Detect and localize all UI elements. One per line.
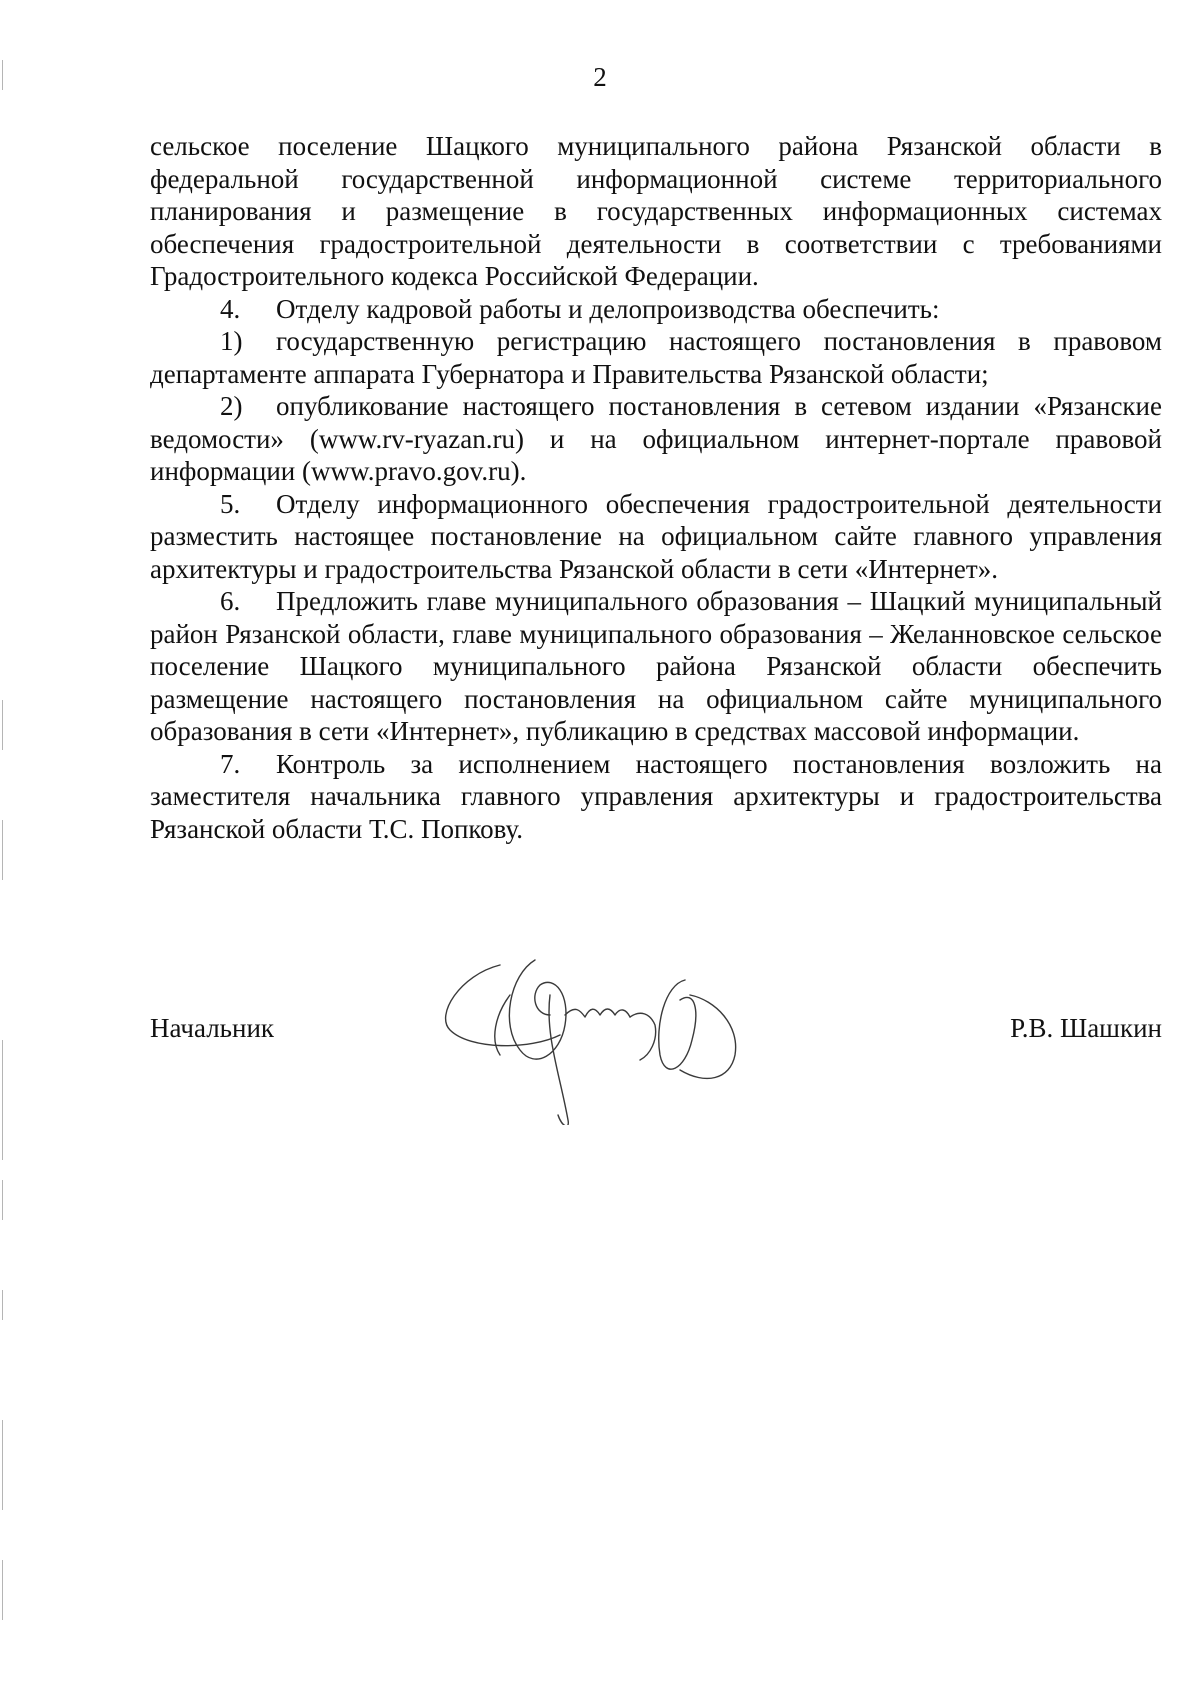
scan-edge-marks (0, 0, 6, 1697)
item-number: 2) (220, 391, 243, 421)
paragraph-text: Предложить главе муниципального образования – Шацкий муниципальный район Рязанской области, главе муниципального образования – Желанновское сельское поселение Шацкого муниципального района Рязанской области обеспечить размещение настоящего постановления на официальном сайте муниципального образования в сети «Интернет», публикацию в средствах массовой информации. (150, 586, 1162, 746)
paragraph-text: сельское поселение Шацкого муниципального района Рязанской области в федеральной государственной информационной системе территориального планирования и размещение в государственных информационных системах обеспечения градостроительной деятельности в соответствии с требованиями Градостроительного кодекса Российской Федерации. (150, 131, 1162, 291)
paragraph-item-7 (150, 748, 1162, 846)
item-number: 1) (220, 326, 243, 356)
item-number: 5. (220, 488, 241, 519)
page-number: 2 (593, 62, 607, 92)
paragraph-text: государственную регистрацию настоящего постановления в правовом департаменте аппарата Губернатора и Правительства Рязанской области; (150, 326, 1162, 389)
paragraph-item-6 (150, 585, 1162, 748)
signer-position: Начальник (150, 1013, 275, 1043)
paragraph-item-5 (150, 488, 1162, 586)
paragraph-text: Отделу кадровой работы и делопроизводства обеспечить: (276, 293, 940, 324)
paragraph-subitem-2 (150, 390, 1162, 488)
item-number: 6. (220, 586, 241, 616)
paragraph-text: опубликование настоящего постановления в сетевом издании «Рязанские ведомости» (www.rv-ryazan.ru) и на официальном интернет-портале правовой информации (www.pravo.gov.ru). (150, 391, 1162, 486)
paragraph-text: Отделу информационного обеспечения градостроительной деятельности разместить настоящее постановление на официальном сайте главного управления архитектуры и градостроительства Рязанской области в сети «Интернет». (150, 488, 1162, 584)
signature-block (150, 1013, 1162, 1053)
signer-name: Р.В. Шашкин (1010, 1013, 1162, 1043)
paragraph-text: Контроль за исполнением настоящего постановления возложить на заместителя начальника главного управления архитектуры и градостроительства Рязанской области Т.С. Попкову. (150, 748, 1162, 844)
paragraph-continuation (150, 130, 1162, 293)
paragraph-item-4 (150, 293, 1162, 326)
body-text (150, 130, 1162, 845)
item-number: 7. (220, 748, 241, 779)
item-number: 4. (220, 293, 241, 324)
paragraph-subitem-1 (150, 325, 1162, 390)
